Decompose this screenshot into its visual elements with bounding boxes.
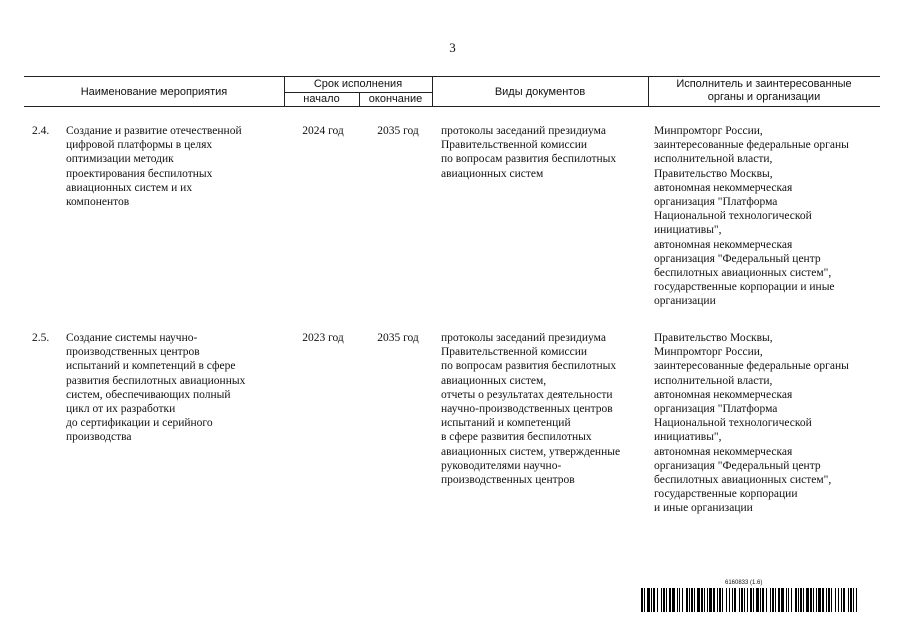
barcode-caption: 6160833 (1.6) [725,580,763,586]
row-end: 2035 год [377,125,419,137]
row-name: Создание системы научно- производственных центров испытаний и компетенций в сфере развития беспилотных авиационных систем, обеспечивающих полный цикл от их разработки до сертификации и серийного производства [66,332,246,444]
row-executors: Минпромторг России, заинтересованные федеральные органы исполнительной власти, Правительство Москвы, автономная некоммерческая организация "Платформа Национальной технологической инициативы", автономная некоммерческая организация "Федеральный центр беспилотных авиационных систем", государственные корпорации и иные организации [654,125,849,308]
page-number: 3 [449,40,456,55]
barcode-image [641,588,857,612]
row-number: 2.4. [32,125,50,137]
table-top-rule [24,76,880,77]
header-docs: Виды документов [494,86,586,98]
header-name: Наименование мероприятия [80,86,228,98]
row-executors: Правительство Москвы, Минпромторг России, заинтересованные федеральные органы исполнительной власти, автономная некоммерческая организация "Платформа Национальной технологической инициативы", автономная некоммерческая организация "Федеральный центр беспилотных авиационных систем", государственные корпорации и иные организации [654,332,849,515]
row-start: 2024 год [302,125,344,137]
header-start: начало [303,93,340,105]
header-term: Срок исполнения [313,78,403,90]
table-header-bottom-rule [24,106,880,107]
row-number: 2.5. [32,332,50,344]
row-name: Создание и развитие отечественной цифровой платформы в целях оптимизации методик проектирования беспилотных авиационных систем и их компонентов [66,125,242,209]
row-docs: протоколы заседаний президиума Правительственной комиссии по вопросам развития беспилотных авиационных систем, отчеты о результатах деятельности научно-производственных центров испытаний и компетенций в сфере развития беспилотных авиационных систем, утвержденные руководителями научно- производственных центров [441,332,621,487]
row-docs: протоколы заседаний президиума Правительственной комиссии по вопросам развития беспилотных авиационных систем [441,125,617,180]
header-end: окончание [368,93,423,105]
row-start: 2023 год [302,332,344,344]
row-end: 2035 год [377,332,419,344]
header-executors: Исполнитель и заинтересованные органы и организации [676,78,852,103]
